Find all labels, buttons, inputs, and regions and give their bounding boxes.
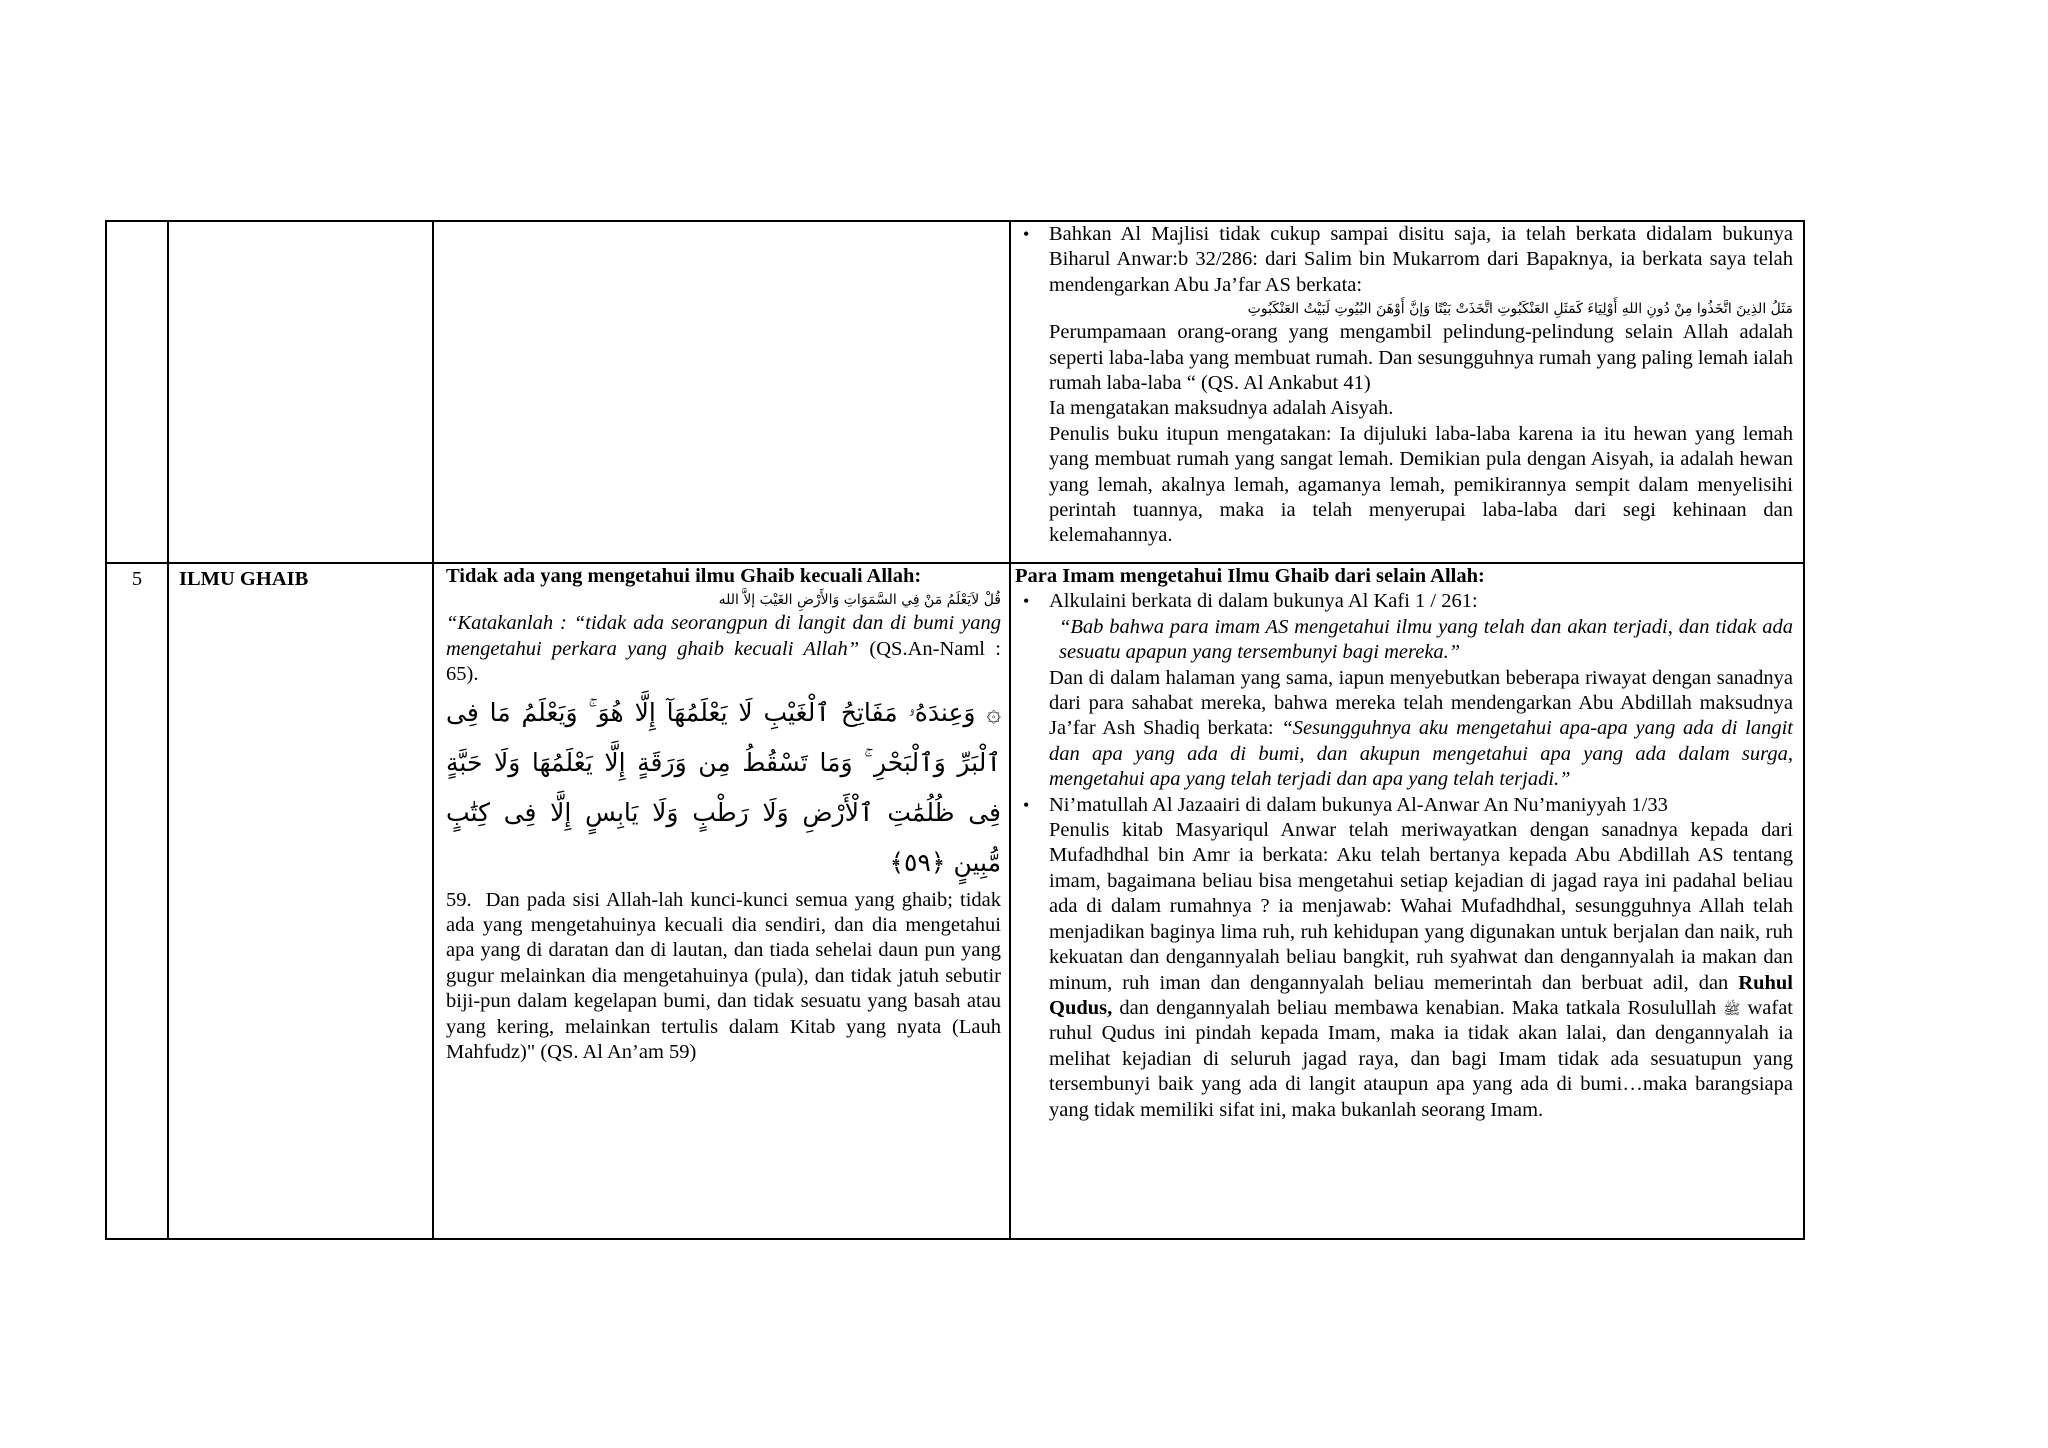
number-cell — [106, 221, 168, 563]
bullet-list — [1015, 222, 1793, 549]
narration-part-c: wafat ruhul Qudus ini pindah kepada Imam, maka ia tidak akan lalai, dan dengannyalah ia melihat kejadian di seluruh jagad raya, dan bagi Imam tidak ada sesuatupun yang tersembunyi baik yang ada di langit ataupun apa yang ada di bumi…maka barangsiapa yang tidak memiliki sifat ini, maka bukanlah seorang Imam. — [1049, 996, 1793, 1121]
col3-heading: Tidak ada yang mengetahui ilmu Ghaib kecuali Allah: — [446, 565, 922, 587]
row-number: 5 — [106, 563, 168, 1239]
ankabut-translation: Perumpamaan orang-orang yang mengambil pelindung-pelindung selain Allah adalah seperti laba-laba yang membuat rumah. Dan sesungguhnya rumah yang paling lemah ialah rumah laba-laba “ (QS. Al Ankabut 41) — [1049, 321, 1793, 395]
list-item — [1015, 222, 1793, 549]
topic-cell — [168, 221, 433, 563]
shia-view-cell — [1010, 221, 1804, 563]
kafi-quote: “Bab bahwa para imam AS mengetahui ilmu yang telah dan akan terjadi, dan tidak ada sesuatu apapun yang tersembunyi bagi mereka.” — [1059, 615, 1793, 664]
anam-translation-text: Dan pada sisi Allah-lah kunci-kunci semua yang ghaib; tidak ada yang mengetahuinya kecuali dia sendiri, dan dia mengetahui apa yang di daratan dan di lautan, dan tiada sehelai daun pun yang gugur melainkan dia mengetahuinya (pula), dan tidak jatuh sebutir biji-pun dalam kegelapan bumi, dan tidak sesuatu yang basah atau yang kering, melainkan tertulis dalam Kitab yang nyata (Lauh Mahfudz)" (QS. Al An’am 59) — [446, 888, 1001, 1064]
naml-reference: (QS.An-Naml : 65). — [446, 637, 1001, 686]
sunni-view-cell — [433, 563, 1010, 1239]
majlisi-intro: Bahkan Al Majlisi tidak cukup sampai disitu saja, ia telah berkata didalam bukunya Biharul Anwar:b 32/286: dari Salim bin Mukarrom dari Bapaknya, ia berkata saya telah mendengarkan Abu Ja’far AS berkata: — [1049, 223, 1793, 296]
narration-part-a: Penulis kitab Masyariqul Anwar telah meriwayatkan dengan sanadnya kepada dari Mufadhdhal bin Amr ia berkata: Aku telah bertanya kepada Abu Abdillah AS tentang imam, bagaimana beliau bisa mengetahui setiap kejadian di jagad raya ini padahal beliau ada di dalam rumahnya ? ia menjawab: Wahai Mufadhdhal, sesungguhnya Allah telah menjadikan baginya lima ruh, ruh kehidupan yang digunakan untuk berjalan dan naik, ruh kekuatan dan dengannyalah beliau bangkit, ruh syahwat dan dengannyalah ia makan dan minum, ruh iman dan dengannyalah beliau memerintah dan berbuat adil, dan — [1049, 819, 1793, 994]
sunni-view-cell — [433, 221, 1010, 563]
table-row — [106, 221, 1804, 563]
arabic-anam-verse: ۞ وَعِندَهُۥ مَفَاتِحُ ٱلْغَيْبِ لَا يَعْلَمُهَآ إِلَّا هُوَ ۚ وَيَعْلَمُ مَا فِى ٱلْبَرِّ وَٱلْبَحْرِ ۚ وَمَا تَسْقُطُ مِن وَرَقَةٍ إِلَّا يَعْلَمُهَا وَلَا حَبَّةٍ فِى ظُلُمَٰتِ ٱلْأَرْضِ وَلَا رَطْبٍ وَلَا يَابِسٍ إِلَّا فِى كِتَٰبٍ مُّبِينٍ ﴿٥٩﴾ — [446, 697, 1001, 877]
kafi-narration-text: Dan di dalam halaman yang sama, iapun menyebutkan beberapa riwayat dengan sanadnya dari para sahabat mereka, bahwa mereka telah mendengarkan Abu Abdillah maksudnya Ja’far Ash Shadiq berkata: — [1049, 666, 1793, 740]
narration-part-b: dan dengannyalah beliau membawa kenabian. Maka tatkala Rosulullah — [1112, 996, 1724, 1019]
list-item — [1015, 589, 1793, 792]
bullet-icon: • — [1023, 591, 1030, 612]
arabic-naml-verse: قُلْ لاَيَعْلَمُ مَنْ فِي السَّمَوَاتِ وَالأَرْضِ الغَيْبَ إلاَّ الله — [718, 592, 1001, 609]
comparison-table — [105, 220, 1805, 1240]
bullet-icon: • — [1023, 224, 1030, 244]
verse-number: 59. — [446, 888, 472, 911]
arabic-ankabut-verse: مَثَلُ الذِينَ اتَّخَذُوا مِنْ دُونِ اللهِ أَوْلِيَاءَ كَمَثَلِ العَنْكَبُوتِ اتَّخَذَتْ بَيْتًا وَإنَّ أَوْهَنَ البُيُوتِ لَبَيْتُ العَنْكَبُوتِ — [1247, 301, 1793, 318]
kafi-narration — [1049, 666, 1793, 793]
ruhul-qudus-term: Ruhul Qudus, — [1049, 971, 1793, 1019]
shia-view-cell — [1010, 563, 1804, 1239]
list-item — [1015, 793, 1793, 1123]
author-comment: Penulis buku itupun mengatakan: Ia dijuluki laba-laba karena ia itu hewan yang lemah yang membuat rumah yang sangat lemah. Demikian pula dengan Aisyah, ia adalah hewan yang lemah, akalnya lemah, agamanya lemah, pemikirannya sempit dalam menyelisihi perintah tuannya, maka ia telah menyerupai laba-laba dari segi kehinaan dan kelemahannya. — [1049, 422, 1793, 547]
kulaini-intro: Alkulaini berkata di dalam bukunya Al Kafi 1 / 261: — [1049, 590, 1478, 613]
row-topic: ILMU GHAIB — [168, 563, 433, 1239]
aisyah-line: Ia mengatakan maksudnya adalah Aisyah. — [1049, 397, 1394, 420]
table-row — [106, 563, 1804, 1239]
masyariq-narration — [1049, 818, 1793, 1123]
saw-symbol-icon: ﷺ — [1723, 1001, 1741, 1018]
jazaairi-intro: Ni’matullah Al Jazaairi di dalam bukunya Al-Anwar An Nu’maniyyah 1/33 — [1049, 793, 1668, 816]
bullet-list — [1015, 589, 1793, 1123]
col4-heading: Para Imam mengetahui Ilmu Ghaib dari selain Allah: — [1015, 565, 1485, 587]
naml-translation-text: “Katakanlah : “tidak ada seorangpun di langit dan di bumi yang mengetahui perkara yang ghaib kecuali Allah” — [446, 612, 1001, 660]
naml-translation — [446, 611, 1001, 687]
bullet-icon: • — [1023, 794, 1030, 815]
kafi-narration-quote: “Sesungguhnya aku mengetahui apa-apa yang ada di langit dan apa yang ada di bumi, dan akupun mengetahui apa yang ada dalam surga, mengetahui apa yang telah terjadi dan apa yang telah terjadi.” — [1049, 717, 1793, 791]
anam-translation — [446, 888, 1001, 1066]
